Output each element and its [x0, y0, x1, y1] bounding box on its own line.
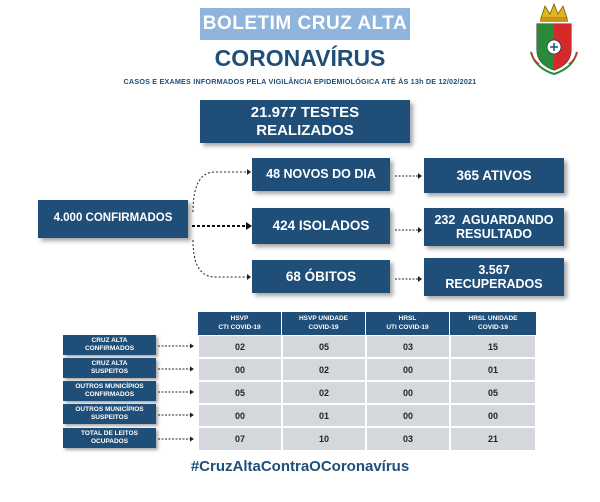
table-cell: 00 — [366, 358, 450, 381]
row-label-cruz-alta-suspeitos — [63, 358, 156, 378]
active-box — [424, 158, 564, 193]
table-cell: 02 — [282, 381, 366, 404]
bulletin-banner: BOLETIM CRUZ ALTA — [200, 8, 410, 40]
table-cell: 01 — [450, 358, 536, 381]
table-cell: 00 — [450, 404, 536, 427]
header-line1: HRSL — [398, 315, 417, 323]
table-cell: 01 — [282, 404, 366, 427]
confirmed-box — [38, 200, 188, 238]
row-label-line1: CRUZ ALTA — [91, 360, 128, 368]
header-line1: HSVP — [230, 315, 249, 323]
table-cell: 03 — [366, 335, 450, 358]
table-cell: 00 — [198, 404, 282, 427]
new-today-box — [252, 158, 390, 191]
awaiting-line2: RESULTADO — [456, 227, 532, 241]
row-label-line2: CONFIRMADOS — [84, 391, 135, 398]
header-line2: UTI COVID-19 — [386, 323, 429, 331]
tests-line1: 21.977 TESTES — [250, 104, 360, 122]
header-line2: COVID-19 — [308, 323, 339, 331]
table-header-hsvp-cti — [198, 312, 281, 335]
isolated-box — [252, 208, 390, 244]
table-cell: 00 — [198, 358, 282, 381]
awaiting-line1: 232 AGUARDANDO — [434, 212, 554, 227]
row-label-cruz-alta-confirmados — [63, 335, 156, 355]
table-header-hrsl-uti — [366, 312, 449, 335]
header-line2: COVID-19 — [478, 323, 508, 331]
table-cell: 02 — [198, 335, 282, 358]
tests-line2: REALIZADOS — [256, 121, 354, 139]
table-cell: 00 — [366, 404, 450, 427]
row-label-line2: SUSPEITOS — [90, 414, 129, 421]
row-label-outros-suspeitos — [63, 404, 156, 424]
row-label-outros-confirmados — [63, 381, 156, 401]
table-cell: 05 — [198, 381, 282, 404]
recovered-line2: RECUPERADOS — [445, 277, 543, 291]
row-label-line1: OUTROS MUNICÍPIOS — [75, 406, 144, 414]
row-label-line1: CRUZ ALTA — [91, 337, 128, 345]
row-label-total-leitos — [63, 428, 156, 448]
table-header-hsvp-unidade — [282, 312, 365, 335]
recovered-box — [424, 258, 564, 296]
table-header-hrsl-unidade — [450, 312, 536, 335]
table-cell: 15 — [450, 335, 536, 358]
active-label: 365 ATIVOS — [456, 167, 532, 183]
row-label-line2: SUSPEITOS — [90, 368, 129, 375]
deaths-box — [252, 260, 390, 293]
isolated-label: 424 ISOLADOS — [272, 218, 370, 234]
page-subtitle: CASOS E EXAMES INFORMADOS PELA VIGILÂNCIA EPIDEMIOLÓGICA ATÉ ÀS 13h DE 12/02/2021 — [123, 77, 477, 86]
row-label-line1: OUTROS MUNICÍPIOS — [75, 383, 144, 391]
deaths-label: 68 ÓBITOS — [285, 268, 357, 284]
table-cell: 10 — [282, 427, 366, 451]
campaign-hashtag: #CruzAltaContraOCoronavírus — [190, 458, 410, 475]
header-line1: HSVP UNIDADE — [298, 315, 348, 323]
page-title: CORONAVÍRUS — [214, 45, 386, 71]
header-line2: CTI COVID-19 — [218, 323, 261, 331]
table-cell: 21 — [450, 427, 536, 451]
table-cell: 02 — [282, 358, 366, 381]
row-label-line2: OCUPADOS — [90, 438, 129, 445]
new-today-label: 48 NOVOS DO DIA — [266, 167, 376, 182]
awaiting-box — [424, 208, 564, 246]
confirmed-label: 4.000 CONFIRMADOS — [53, 212, 173, 225]
table-cell: 00 — [366, 381, 450, 404]
recovered-line1: 3.567 — [478, 262, 510, 277]
table-cell: 03 — [366, 427, 450, 451]
table-cell: 05 — [450, 381, 536, 404]
table-cell: 05 — [282, 335, 366, 358]
header-line1: HRSL UNIDADE — [468, 315, 518, 323]
row-label-line2: CONFIRMADOS — [84, 345, 135, 352]
table-cell: 07 — [198, 427, 282, 451]
row-label-line1: TOTAL DE LEITOS — [81, 430, 138, 438]
